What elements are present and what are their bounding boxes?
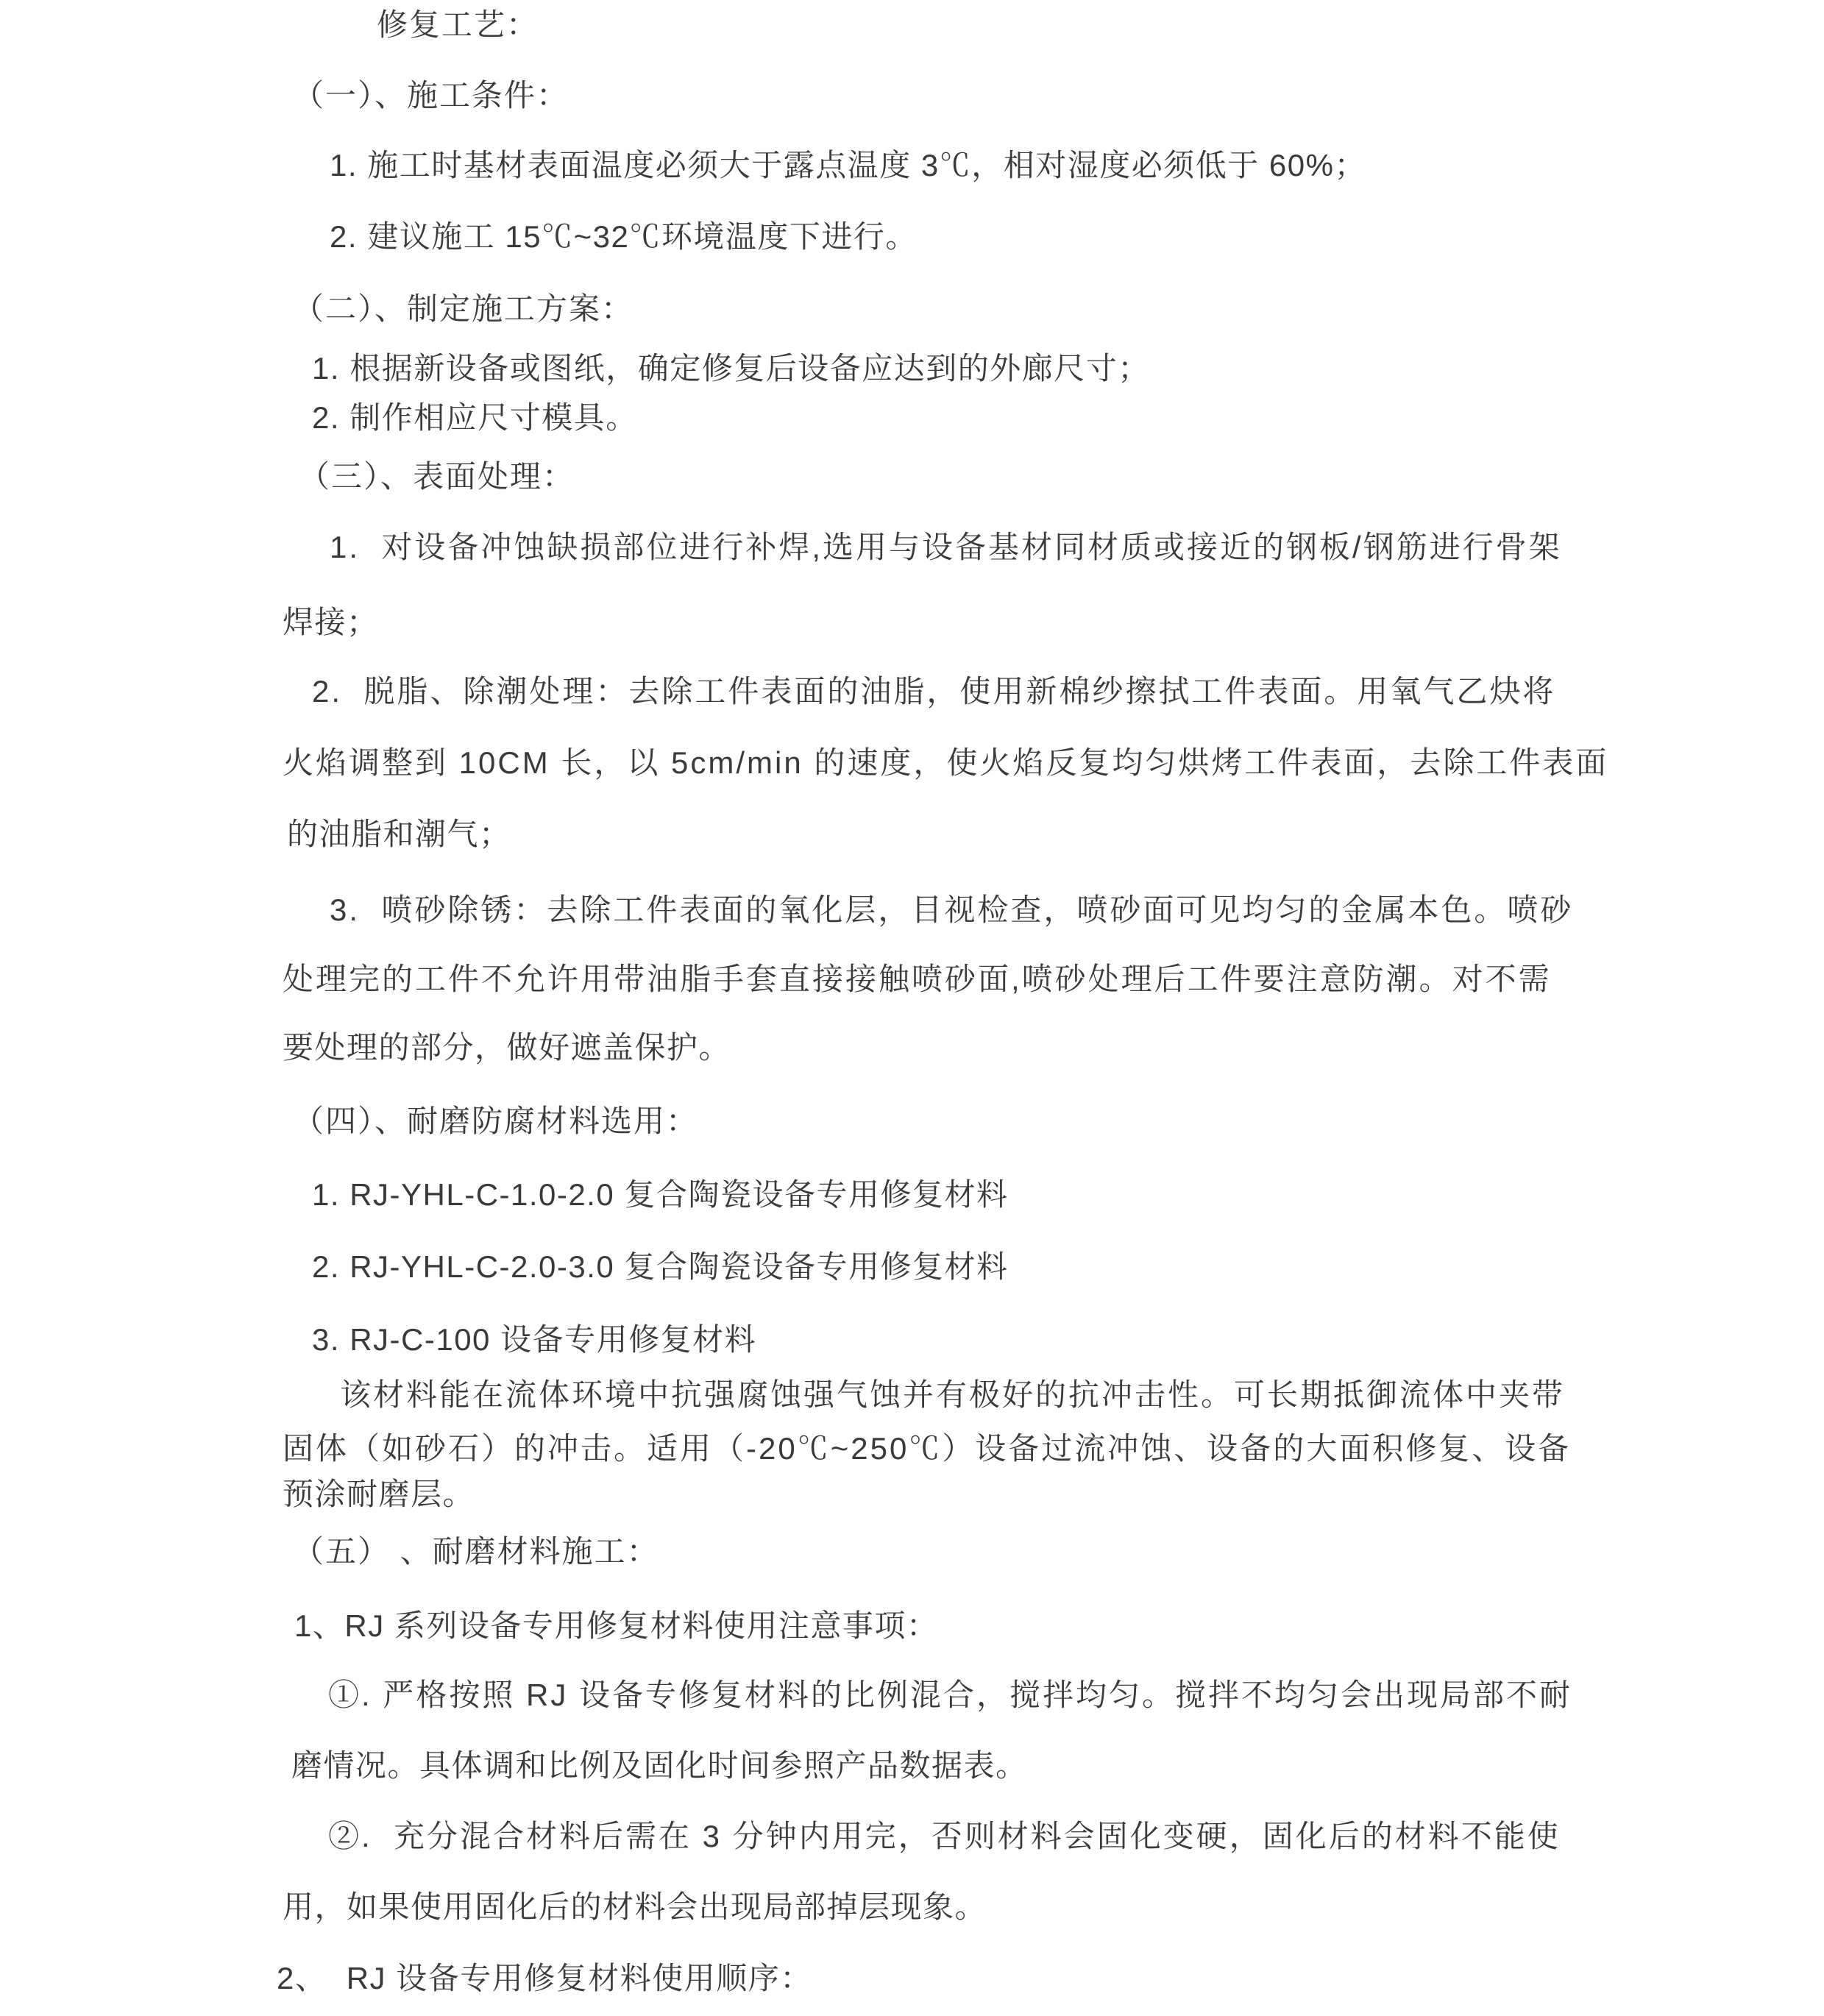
section-4-material-3: 3. RJ-C-100 设备专用修复材料 — [312, 1322, 757, 1357]
section-5-note-1-line-2: 磨情况。具体调和比例及固化时间参照产品数据表。 — [291, 1748, 1028, 1783]
section-1-item-2: 2. 建议施工 15℃~32℃环境温度下进行。 — [330, 219, 918, 254]
section-4-material-1: 1. RJ-YHL-C-1.0-2.0 复合陶瓷设备专用修复材料 — [312, 1177, 1009, 1212]
section-3-para-1-line-2: 焊接； — [283, 605, 379, 639]
section-3-para-3-line-2: 处理完的工件不允许用带油脂手套直接接触喷砂面,喷砂处理后工件要注意防潮。对不需 — [283, 962, 1552, 996]
section-4-para-line-3: 预涂耐磨层。 — [283, 1477, 475, 1511]
section-4-para-line-2: 固体（如砂石）的冲击。适用（-20℃~250℃）设备过流冲蚀、设备的大面积修复、设备 — [283, 1431, 1572, 1466]
section-3-heading: （三）、表面处理： — [299, 459, 575, 494]
section-5-subheading-2: 2、 RJ 设备专用修复材料使用顺序： — [277, 1961, 812, 1995]
section-5-note-1-line-1: ①. 严格按照 RJ 设备专修复材料的比例混合，搅拌均匀。搅拌不均匀会出现局部不耐 — [328, 1678, 1573, 1712]
section-2-item-1: 1. 根据新设备或图纸，确定修复后设备应达到的外廊尺寸； — [312, 351, 1150, 386]
section-3-para-1-line-1: 1. 对设备冲蚀缺损部位进行补焊,选用与设备基材同材质或接近的钢板/钢筋进行骨架 — [330, 530, 1562, 564]
section-3-para-3-line-1: 3. 喷砂除锈：去除工件表面的氧化层，目视检查，喷砂面可见均匀的金属本色。喷砂 — [330, 892, 1574, 927]
section-4-para-line-1: 该材料能在流体环境中抗强腐蚀强气蚀并有极好的抗冲击性。可长期抵御流体中夹带 — [340, 1377, 1566, 1412]
section-5-note-2-line-1: ②. 充分混合材料后需在 3 分钟内用完，否则材料会固化变硬，固化后的材料不能使 — [328, 1819, 1561, 1853]
section-3-para-2-line-1: 2. 脱脂、除潮处理：去除工件表面的油脂，使用新棉纱擦拭工件表面。用氧气乙炔将 — [312, 674, 1556, 709]
section-4-material-2: 2. RJ-YHL-C-2.0-3.0 复合陶瓷设备专用修复材料 — [312, 1249, 1009, 1284]
section-3-para-3-line-3: 要处理的部分，做好遮盖保护。 — [283, 1030, 731, 1065]
doc-title: 修复工艺： — [377, 7, 539, 42]
section-3-para-2-line-2: 火焰调整到 10CM 长，以 5cm/min 的速度，使火焰反复均匀烘烤工件表面，去除工件表面 — [283, 745, 1609, 780]
section-2-heading: （二）、制定施工方案： — [293, 291, 634, 326]
section-5-subheading-1: 1、RJ 系列设备专用修复材料使用注意事项： — [294, 1608, 939, 1643]
section-5-note-2-line-2: 用，如果使用固化后的材料会出现局部掉层现象。 — [283, 1889, 987, 1924]
section-3-para-2-line-3: 的油脂和潮气； — [287, 817, 511, 851]
section-1-heading: （一）、施工条件： — [293, 78, 569, 113]
section-1-item-1: 1. 施工时基材表面温度必须大于露点温度 3℃，相对湿度必须低于 60%； — [330, 148, 1366, 182]
section-5-heading: （五） 、耐磨材料施工： — [293, 1534, 659, 1569]
section-4-heading: （四）、耐磨防腐材料选用： — [293, 1104, 699, 1138]
section-2-item-2: 2. 制作相应尺寸模具。 — [312, 400, 638, 435]
